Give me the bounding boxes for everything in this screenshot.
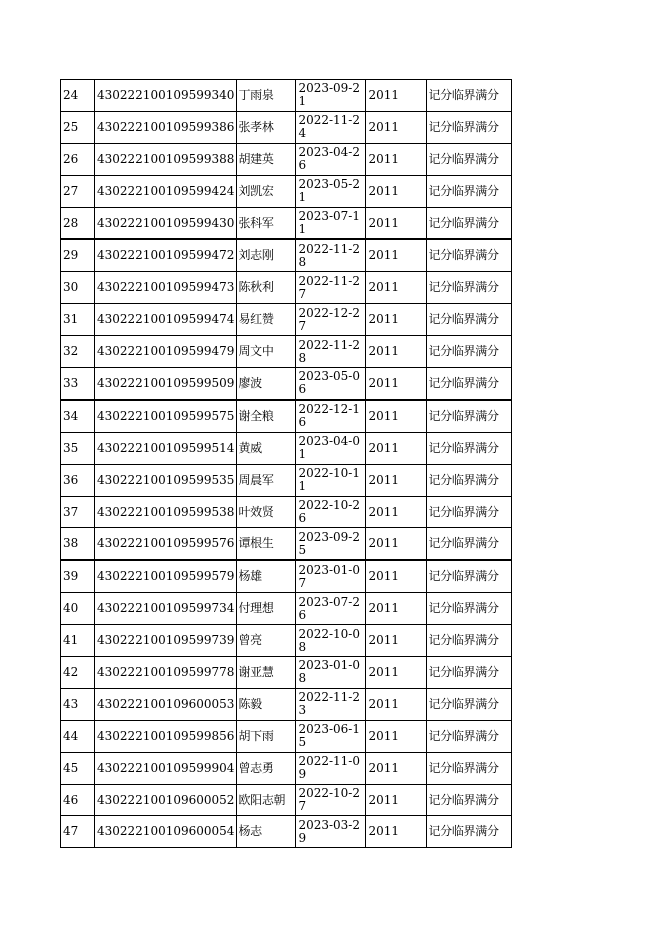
cell-id: 430222100109599340 bbox=[95, 80, 237, 112]
cell-code: 2011 bbox=[366, 272, 427, 304]
table-row bbox=[61, 496, 512, 528]
cell-remark: 记分临界满分 bbox=[427, 784, 512, 816]
cell-number: 43 bbox=[61, 688, 95, 720]
cell-number: 42 bbox=[61, 657, 95, 689]
cell-number: 40 bbox=[61, 593, 95, 625]
table-row bbox=[61, 111, 512, 143]
cell-code: 2011 bbox=[366, 625, 427, 657]
cell-date: 2022-11-27 bbox=[296, 272, 366, 304]
table-row bbox=[61, 368, 512, 400]
cell-code: 2011 bbox=[366, 80, 427, 112]
cell-remark: 记分临界满分 bbox=[427, 400, 512, 432]
table-row bbox=[61, 528, 512, 560]
cell-id: 430222100109599479 bbox=[95, 336, 237, 368]
table-row bbox=[61, 272, 512, 304]
table-row bbox=[61, 175, 512, 207]
cell-date: 2023-09-21 bbox=[296, 80, 366, 112]
table-row bbox=[61, 304, 512, 336]
cell-id: 430222100109599473 bbox=[95, 272, 237, 304]
cell-name: 欧阳志朝 bbox=[237, 784, 296, 816]
cell-date: 2022-11-23 bbox=[296, 688, 366, 720]
cell-code: 2011 bbox=[366, 175, 427, 207]
table-row bbox=[61, 752, 512, 784]
cell-id: 430222100109599430 bbox=[95, 207, 237, 239]
cell-name: 曾志勇 bbox=[237, 752, 296, 784]
cell-id: 430222100109599538 bbox=[95, 496, 237, 528]
cell-remark: 记分临界满分 bbox=[427, 720, 512, 752]
cell-id: 430222100109599575 bbox=[95, 400, 237, 432]
cell-date: 2023-05-21 bbox=[296, 175, 366, 207]
cell-number: 26 bbox=[61, 143, 95, 175]
table-body bbox=[61, 80, 512, 848]
cell-remark: 记分临界满分 bbox=[427, 464, 512, 496]
cell-code: 2011 bbox=[366, 464, 427, 496]
cell-date: 2023-01-07 bbox=[296, 560, 366, 592]
table-row bbox=[61, 816, 512, 848]
cell-name: 易红赞 bbox=[237, 304, 296, 336]
cell-code: 2011 bbox=[366, 143, 427, 175]
cell-remark: 记分临界满分 bbox=[427, 657, 512, 689]
cell-remark: 记分临界满分 bbox=[427, 432, 512, 464]
cell-code: 2011 bbox=[366, 304, 427, 336]
cell-id: 430222100109599856 bbox=[95, 720, 237, 752]
cell-number: 47 bbox=[61, 816, 95, 848]
cell-name: 丁雨泉 bbox=[237, 80, 296, 112]
cell-number: 29 bbox=[61, 239, 95, 271]
cell-date: 2022-12-16 bbox=[296, 400, 366, 432]
table-row bbox=[61, 657, 512, 689]
cell-name: 周文中 bbox=[237, 336, 296, 368]
cell-number: 27 bbox=[61, 175, 95, 207]
cell-number: 45 bbox=[61, 752, 95, 784]
cell-name: 杨雄 bbox=[237, 560, 296, 592]
cell-number: 35 bbox=[61, 432, 95, 464]
cell-name: 付理想 bbox=[237, 593, 296, 625]
cell-date: 2022-12-27 bbox=[296, 304, 366, 336]
table-row bbox=[61, 143, 512, 175]
cell-remark: 记分临界满分 bbox=[427, 625, 512, 657]
cell-name: 谭根生 bbox=[237, 528, 296, 560]
cell-date: 2022-11-09 bbox=[296, 752, 366, 784]
cell-name: 周晨军 bbox=[237, 464, 296, 496]
cell-date: 2023-07-26 bbox=[296, 593, 366, 625]
cell-date: 2023-03-29 bbox=[296, 816, 366, 848]
cell-code: 2011 bbox=[366, 752, 427, 784]
cell-code: 2011 bbox=[366, 496, 427, 528]
cell-date: 2023-07-11 bbox=[296, 207, 366, 239]
cell-remark: 记分临界满分 bbox=[427, 560, 512, 592]
cell-id: 430222100109599778 bbox=[95, 657, 237, 689]
cell-name: 胡下雨 bbox=[237, 720, 296, 752]
cell-number: 30 bbox=[61, 272, 95, 304]
cell-date: 2023-05-06 bbox=[296, 368, 366, 400]
table-row bbox=[61, 432, 512, 464]
cell-name: 张科军 bbox=[237, 207, 296, 239]
cell-remark: 记分临界满分 bbox=[427, 593, 512, 625]
cell-number: 38 bbox=[61, 528, 95, 560]
cell-name: 陈毅 bbox=[237, 688, 296, 720]
cell-remark: 记分临界满分 bbox=[427, 336, 512, 368]
table-row bbox=[61, 80, 512, 112]
cell-name: 黄威 bbox=[237, 432, 296, 464]
cell-remark: 记分临界满分 bbox=[427, 496, 512, 528]
cell-id: 430222100109599579 bbox=[95, 560, 237, 592]
cell-name: 杨志 bbox=[237, 816, 296, 848]
cell-id: 430222100109599472 bbox=[95, 239, 237, 271]
cell-date: 2023-09-25 bbox=[296, 528, 366, 560]
cell-id: 430222100109599904 bbox=[95, 752, 237, 784]
table-row bbox=[61, 720, 512, 752]
cell-id: 430222100109599739 bbox=[95, 625, 237, 657]
table-row bbox=[61, 400, 512, 432]
cell-number: 32 bbox=[61, 336, 95, 368]
cell-name: 叶效贤 bbox=[237, 496, 296, 528]
cell-id: 430222100109600054 bbox=[95, 816, 237, 848]
cell-remark: 记分临界满分 bbox=[427, 143, 512, 175]
cell-code: 2011 bbox=[366, 657, 427, 689]
cell-date: 2023-04-01 bbox=[296, 432, 366, 464]
cell-date: 2023-06-15 bbox=[296, 720, 366, 752]
cell-number: 39 bbox=[61, 560, 95, 592]
cell-code: 2011 bbox=[366, 400, 427, 432]
cell-id: 430222100109599514 bbox=[95, 432, 237, 464]
cell-date: 2022-10-26 bbox=[296, 496, 366, 528]
cell-date: 2023-01-08 bbox=[296, 657, 366, 689]
cell-remark: 记分临界满分 bbox=[427, 752, 512, 784]
cell-code: 2011 bbox=[366, 111, 427, 143]
cell-name: 曾亮 bbox=[237, 625, 296, 657]
cell-id: 430222100109599386 bbox=[95, 111, 237, 143]
cell-code: 2011 bbox=[366, 336, 427, 368]
cell-date: 2022-11-28 bbox=[296, 239, 366, 271]
cell-remark: 记分临界满分 bbox=[427, 111, 512, 143]
cell-date: 2022-11-28 bbox=[296, 336, 366, 368]
cell-date: 2023-04-26 bbox=[296, 143, 366, 175]
cell-remark: 记分临界满分 bbox=[427, 368, 512, 400]
cell-code: 2011 bbox=[366, 688, 427, 720]
cell-code: 2011 bbox=[366, 239, 427, 271]
cell-date: 2022-10-11 bbox=[296, 464, 366, 496]
cell-id: 430222100109599535 bbox=[95, 464, 237, 496]
cell-remark: 记分临界满分 bbox=[427, 239, 512, 271]
cell-name: 刘凯宏 bbox=[237, 175, 296, 207]
cell-name: 谢亚慧 bbox=[237, 657, 296, 689]
cell-remark: 记分临界满分 bbox=[427, 304, 512, 336]
cell-number: 25 bbox=[61, 111, 95, 143]
table-row bbox=[61, 593, 512, 625]
cell-number: 31 bbox=[61, 304, 95, 336]
cell-name: 谢全粮 bbox=[237, 400, 296, 432]
cell-id: 430222100109600052 bbox=[95, 784, 237, 816]
cell-name: 刘志刚 bbox=[237, 239, 296, 271]
cell-remark: 记分临界满分 bbox=[427, 528, 512, 560]
cell-number: 41 bbox=[61, 625, 95, 657]
cell-code: 2011 bbox=[366, 720, 427, 752]
table-row bbox=[61, 239, 512, 271]
cell-id: 430222100109599576 bbox=[95, 528, 237, 560]
cell-name: 廖波 bbox=[237, 368, 296, 400]
cell-remark: 记分临界满分 bbox=[427, 688, 512, 720]
cell-id: 430222100109599734 bbox=[95, 593, 237, 625]
cell-date: 2022-10-27 bbox=[296, 784, 366, 816]
cell-number: 33 bbox=[61, 368, 95, 400]
cell-code: 2011 bbox=[366, 432, 427, 464]
table-row bbox=[61, 336, 512, 368]
cell-code: 2011 bbox=[366, 528, 427, 560]
cell-number: 37 bbox=[61, 496, 95, 528]
cell-name: 陈秋利 bbox=[237, 272, 296, 304]
cell-remark: 记分临界满分 bbox=[427, 80, 512, 112]
cell-number: 28 bbox=[61, 207, 95, 239]
cell-name: 胡建英 bbox=[237, 143, 296, 175]
table-row bbox=[61, 625, 512, 657]
table-row bbox=[61, 784, 512, 816]
cell-remark: 记分临界满分 bbox=[427, 207, 512, 239]
table-row bbox=[61, 688, 512, 720]
table-row bbox=[61, 560, 512, 592]
cell-id: 430222100109599388 bbox=[95, 143, 237, 175]
cell-number: 24 bbox=[61, 80, 95, 112]
data-table bbox=[60, 79, 512, 848]
cell-code: 2011 bbox=[366, 593, 427, 625]
cell-remark: 记分临界满分 bbox=[427, 816, 512, 848]
cell-number: 46 bbox=[61, 784, 95, 816]
table-row bbox=[61, 207, 512, 239]
cell-code: 2011 bbox=[366, 560, 427, 592]
cell-remark: 记分临界满分 bbox=[427, 272, 512, 304]
cell-name: 张孝林 bbox=[237, 111, 296, 143]
cell-code: 2011 bbox=[366, 784, 427, 816]
cell-id: 430222100109599509 bbox=[95, 368, 237, 400]
cell-number: 36 bbox=[61, 464, 95, 496]
cell-code: 2011 bbox=[366, 816, 427, 848]
cell-date: 2022-10-08 bbox=[296, 625, 366, 657]
cell-remark: 记分临界满分 bbox=[427, 175, 512, 207]
cell-code: 2011 bbox=[366, 207, 427, 239]
table-row bbox=[61, 464, 512, 496]
cell-number: 34 bbox=[61, 400, 95, 432]
cell-code: 2011 bbox=[366, 368, 427, 400]
cell-id: 430222100109599474 bbox=[95, 304, 237, 336]
cell-number: 44 bbox=[61, 720, 95, 752]
cell-date: 2022-11-24 bbox=[296, 111, 366, 143]
cell-id: 430222100109599424 bbox=[95, 175, 237, 207]
cell-id: 430222100109600053 bbox=[95, 688, 237, 720]
